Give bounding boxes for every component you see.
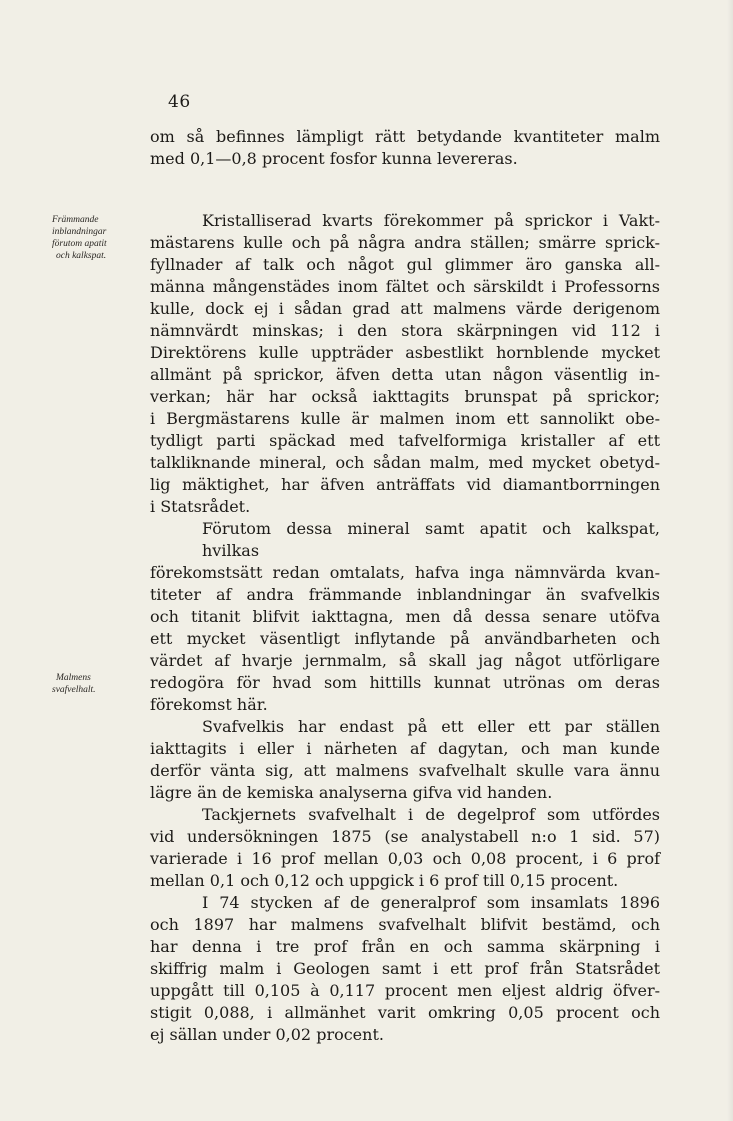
intro-paragraph [150,126,660,170]
text-line: Kristalliserad kvarts förekommer på sprickor i Vakt- [202,211,660,230]
scan-edge-shadow [727,0,733,1121]
text-line: i Bergmästarens kulle är malmen inom ett sannolikt obe- [150,409,660,428]
page-number: 46 [168,92,191,112]
marginal-line: svafvelhalt. [52,685,96,695]
text-line: Tackjernets svafvelhalt i de degelprof som utfördes [202,805,660,824]
marginal-line: inblandningar [52,227,107,237]
text-line: ej sällan under 0,02 procent. [150,1025,384,1044]
text-line: ett mycket väsentligt inflytande på användbarheten och [150,629,660,648]
text-line: förekomstsätt redan omtalats, hafva inga nämnvärda kvan- [150,563,660,582]
text-line: skiffrig malm i Geologen samt i ett prof från Statsrådet [150,959,660,978]
text-line: tydligt parti späckad med tafvelformiga kristaller af ett [150,431,660,450]
text-line: mellan 0,1 och 0,12 och uppgick i 6 prof till 0,15 procent. [150,871,619,890]
marginal-note-sulphur-content [52,672,144,696]
text-line: förekomst här. [150,695,268,714]
text-line: redogöra för hvad som hittills kunnat utrönas om deras [150,673,660,692]
text-line: iakttagits i eller i närheten af dagytan, och man kunde [150,739,660,758]
marginal-line: Malmens [56,673,91,683]
text-line: Förutom dessa mineral samt apatit och kalkspat, hvilkas [202,519,660,560]
text-line: derför vänta sig, att malmens svafvelhalt skulle vara ännu [150,761,660,780]
marginal-line: Främmande [52,215,99,225]
text-line: fyllnader af talk och något gul glimmer äro ganska all- [150,255,660,274]
text-line: har denna i tre prof från en och samma skärpning i [150,937,660,956]
main-body-text [150,210,660,1046]
marginal-note-foreign-admixtures [52,214,144,262]
text-line: nämnvärdt minskas; i den stora skärpningen vid 112 i [150,321,660,340]
marginal-line: och kalkspat. [56,251,107,261]
text-line: varierade i 16 prof mellan 0,03 och 0,08 procent, i 6 prof [150,849,660,868]
text-line: Direktörens kulle uppträder asbestlikt hornblende mycket [150,343,660,362]
text-line: och titanit blifvit iakttagna, men då dessa senare utöfva [150,607,660,626]
text-line: Svafvelkis har endast på ett eller ett par ställen [202,717,660,736]
text-line: männa mångenstädes inom fältet och särskildt i Professorns [150,277,660,296]
text-line: I 74 stycken af de generalprof som insamlats 1896 [202,893,660,912]
text-line: med 0,1—0,8 procent fosfor kunna levereras. [150,149,518,168]
text-line: lig mäktighet, har äfven anträffats vid diamantborrningen [150,475,660,494]
text-line: lägre än de kemiska analyserna gifva vid handen. [150,783,553,802]
text-line: uppgått till 0,105 à 0,117 procent men eljest aldrig öfver- [150,981,660,1000]
text-line: stigit 0,088, i allmänhet varit omkring 0,05 procent och [150,1003,660,1022]
text-line: vid undersökningen 1875 (se analystabell n:o 1 sid. 57) [150,827,660,846]
text-line: om så befinnes lämpligt rätt betydande kvantiteter malm [150,127,660,146]
text-line: allmänt på sprickor, äfven detta utan någon väsentlig in- [150,365,660,384]
text-line: talkliknande mineral, och sådan malm, med mycket obetyd- [150,453,660,472]
text-line: mästarens kulle och på några andra ställen; smärre sprick- [150,233,660,252]
text-line: och 1897 har malmens svafvelhalt blifvit bestämd, och [150,915,660,934]
text-line: kulle, dock ej i sådan grad att malmens värde derigenom [150,299,660,318]
text-line: titeter af andra främmande inblandningar än svafvelkis [150,585,660,604]
text-line: värdet af hvarje jernmalm, så skall jag något utförligare [150,651,660,670]
marginal-line: förutom apatit [52,239,107,249]
text-line: i Statsrådet. [150,497,251,516]
text-line: verkan; här har också iakttagits brunspat på sprickor; [150,387,660,406]
